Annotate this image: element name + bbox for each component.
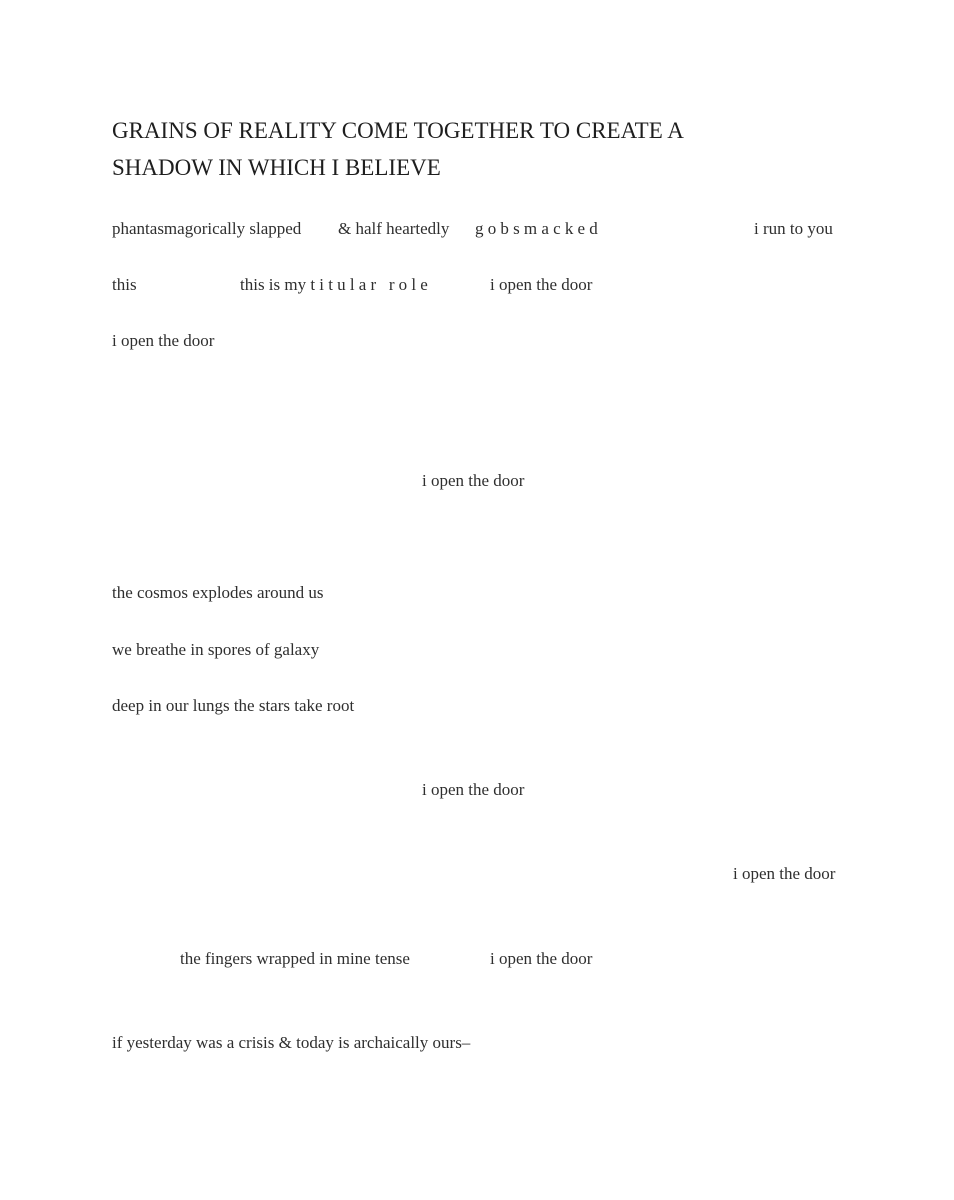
phrase-this-is-my-prefix: this is my [240, 275, 307, 294]
poem-title [112, 112, 812, 186]
phrase-open-door-3: i open the door [490, 949, 593, 968]
phrase-half-heartedly: & half heartedly [338, 219, 450, 238]
phrase-gobsmacked: gobsmacked [475, 219, 602, 238]
phrase-run-to-you: i run to you [754, 219, 833, 238]
phrase-open-door-centered-2: i open the door [422, 780, 525, 799]
phrase-open-door-1: i open the door [490, 275, 593, 294]
title-line-1: GRAINS OF REALITY COME TOGETHER TO CREATE A [112, 118, 684, 143]
line-cosmos-explodes: the cosmos explodes around us [112, 583, 324, 602]
phrase-open-door-right: i open the door [733, 864, 836, 883]
line-spores-of-galaxy: we breathe in spores of galaxy [112, 640, 320, 659]
phrase-this: this [112, 275, 137, 294]
phrase-this-is-my [240, 274, 432, 296]
phrase-open-door-2: i open the door [112, 331, 215, 350]
phrase-open-door-centered-1: i open the door [422, 471, 525, 490]
phrase-fingers-wrapped: the fingers wrapped in mine tense [180, 949, 410, 968]
phrase-titular-role: titular role [310, 275, 433, 294]
title-line-2: SHADOW IN WHICH I BELIEVE [112, 155, 441, 180]
line-closing: if yesterday was a crisis & today is archaically ours– [112, 1033, 471, 1052]
line-stars-take-root: deep in our lungs the stars take root [112, 696, 355, 715]
phrase-phantasmagorically: phantasmagorically slapped [112, 219, 302, 238]
